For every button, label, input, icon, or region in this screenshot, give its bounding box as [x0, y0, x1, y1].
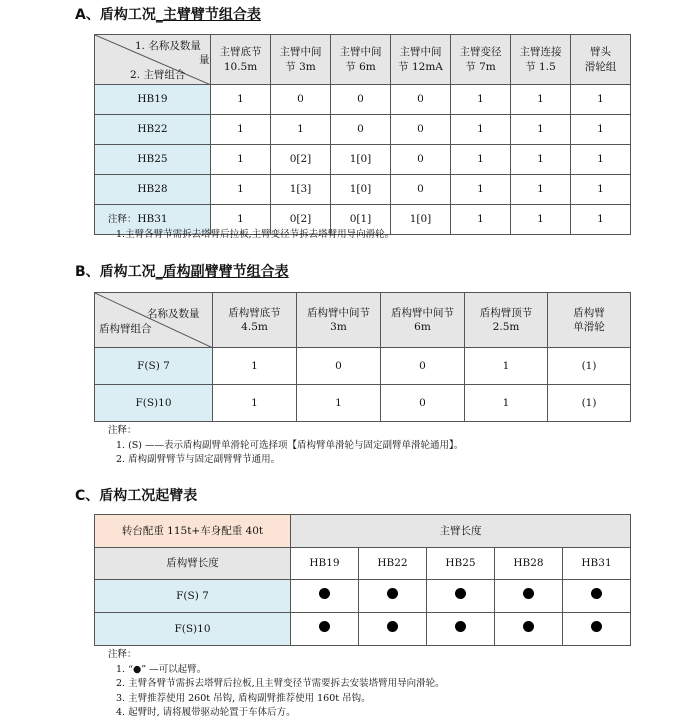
- table-cell: (1): [548, 348, 631, 385]
- corner-bottom-label: 盾构臂组合: [99, 323, 152, 335]
- table-cell: [291, 613, 359, 646]
- table-cell: 0: [381, 385, 465, 422]
- boom-combination-table: [94, 34, 631, 235]
- table-cell: 1: [211, 85, 271, 115]
- table-cell: 1: [451, 175, 511, 205]
- table-row: [95, 115, 631, 145]
- section-c-title: [75, 485, 197, 505]
- section-b-title: [75, 261, 289, 281]
- section-b-notes: [108, 424, 463, 468]
- table-cell: 1: [213, 348, 297, 385]
- table-cell: [495, 580, 563, 613]
- note-line: 2. 主臂各臂节需拆去塔臂后拉板,且主臂变径节需要拆去安装塔臂用导向滑轮。: [116, 678, 445, 689]
- table-row: [95, 85, 631, 115]
- row-header: HB25: [95, 145, 211, 175]
- table-cell: [495, 613, 563, 646]
- table-cell: 1: [511, 175, 571, 205]
- table-cell: 1: [571, 205, 631, 235]
- dot-icon: [387, 621, 398, 632]
- note-line: 注释：: [108, 425, 137, 436]
- table-cell: 1: [211, 115, 271, 145]
- header-cell: 主臂中间 节 12mA: [391, 35, 451, 85]
- section-b-title-text: _盾构副臂臂节组合表: [155, 264, 289, 280]
- column-header: HB22: [359, 548, 427, 580]
- header-cell: 主臂底节 10.5m: [211, 35, 271, 85]
- table-header-row: [95, 548, 631, 580]
- table-cell: 1: [465, 348, 548, 385]
- table-cell: [563, 580, 631, 613]
- dot-icon: [455, 621, 466, 632]
- table-cell: 0[2]: [271, 205, 331, 235]
- table-cell: 0[1]: [331, 205, 391, 235]
- table-cell: 1: [451, 115, 511, 145]
- table-cell: [563, 613, 631, 646]
- counterweight-config-cell: 转台配重 115t+车身配重 40t: [95, 515, 291, 548]
- section-c-title-text: 起臂表: [155, 488, 198, 504]
- corner-header-cell: [95, 35, 211, 85]
- note-line: 4. 起臂时, 请将履带驱动轮置于车体后方。: [116, 707, 296, 718]
- table-cell: 1: [511, 145, 571, 175]
- table-cell: 1: [511, 115, 571, 145]
- note-line: 1.主臂各臂节需拆去塔臂后拉板,主臂变径节拆去塔臂用导向滑轮。: [116, 228, 395, 240]
- section-a-title-text: _主臂臂节组合表: [155, 7, 261, 23]
- header-cell: 盾构臂中间节 3m: [297, 293, 381, 348]
- table-cell: 1: [451, 205, 511, 235]
- row-header: HB22: [95, 115, 211, 145]
- dot-icon: [523, 588, 534, 599]
- dot-icon: [455, 588, 466, 599]
- table-cell: [359, 613, 427, 646]
- table-row: [95, 385, 631, 422]
- header-cell: 主臂中间 节 3m: [271, 35, 331, 85]
- header-cell: 臂头 滑轮组: [571, 35, 631, 85]
- table-cell: 1: [571, 145, 631, 175]
- header-cell: 主臂中间 节 6m: [331, 35, 391, 85]
- table-cell: (1): [548, 385, 631, 422]
- section-a-notes: [108, 213, 394, 242]
- header-cell: 主臂连接 节 1.5: [511, 35, 571, 85]
- dot-icon: [387, 588, 398, 599]
- table-cell: 1: [511, 205, 571, 235]
- column-header: HB19: [291, 548, 359, 580]
- table-row: [95, 145, 631, 175]
- table-cell: 1: [465, 385, 548, 422]
- table-row: [95, 175, 631, 205]
- table-cell: 1[0]: [391, 205, 451, 235]
- table-cell: [291, 580, 359, 613]
- table-cell: 1: [211, 145, 271, 175]
- note-line: 3. 主臂推荐使用 260t 吊钩, 盾构副臂推荐使用 160t 吊钩。: [116, 692, 371, 704]
- table-cell: 0[2]: [271, 145, 331, 175]
- table-header-row: [95, 35, 631, 85]
- dot-icon: [319, 621, 330, 632]
- column-header: HB25: [427, 548, 495, 580]
- section-b-prefix: B、盾构工况: [75, 264, 156, 280]
- table-cell: 0: [271, 85, 331, 115]
- table-cell: 1: [271, 115, 331, 145]
- note-line: 注释：: [108, 214, 137, 225]
- row-header: F(S) 7: [95, 348, 213, 385]
- table-cell: 0: [331, 115, 391, 145]
- jib-combination-table: [94, 292, 631, 422]
- dot-icon: [319, 588, 330, 599]
- table-cell: 1: [211, 205, 271, 235]
- table-cell: 1: [213, 385, 297, 422]
- table-cell: 1: [571, 175, 631, 205]
- section-c-prefix: C、盾构工况: [75, 488, 156, 504]
- header-cell: 盾构臂中间节 6m: [381, 293, 465, 348]
- table-cell: [427, 580, 495, 613]
- row-header: HB31: [95, 205, 211, 235]
- table-row: [95, 580, 631, 613]
- corner-header-cell: [95, 293, 213, 348]
- corner-top-label: 1. 名称及数量: [135, 40, 201, 52]
- note-line: 注释：: [108, 649, 137, 660]
- section-a-title: [75, 4, 261, 24]
- header-cell: 盾构臂顶节 2.5m: [465, 293, 548, 348]
- table-cell: 0: [297, 348, 381, 385]
- jib-length-header: 盾构臂长度: [95, 548, 291, 580]
- table-cell: 1: [571, 85, 631, 115]
- row-header: F(S) 7: [95, 580, 291, 613]
- table-cell: 0: [391, 85, 451, 115]
- note-line: 1. (S) ——表示盾构副臂单滑轮可选择项【盾构臂单滑轮与固定副臂单滑轮通用】。: [116, 439, 464, 451]
- note-line: 2. 盾构副臂臂节与固定副臂臂节通用。: [116, 454, 281, 465]
- table-cell: 1: [511, 85, 571, 115]
- table-row: [95, 348, 631, 385]
- section-c-notes: [108, 648, 445, 721]
- table-row: [95, 613, 631, 646]
- row-header: F(S)10: [95, 385, 213, 422]
- table-cell: 0: [391, 175, 451, 205]
- section-a-prefix: A、盾构工况: [75, 7, 156, 23]
- table-cell: [359, 580, 427, 613]
- dot-icon: [591, 588, 602, 599]
- dot-icon: [591, 621, 602, 632]
- main-boom-length-header: 主臂长度: [291, 515, 631, 548]
- column-header: HB31: [563, 548, 631, 580]
- table-cell: 1: [571, 115, 631, 145]
- table-cell: 1[0]: [331, 175, 391, 205]
- column-header: HB28: [495, 548, 563, 580]
- table-cell: 1[0]: [331, 145, 391, 175]
- row-header: F(S)10: [95, 613, 291, 646]
- corner-top-label: 名称及数量: [147, 308, 200, 320]
- header-cell: 盾构臂底节 4.5m: [213, 293, 297, 348]
- table-cell: 1: [297, 385, 381, 422]
- table-header-row: [95, 515, 631, 548]
- header-cell: 盾构臂 单滑轮: [548, 293, 631, 348]
- corner-bottom-label: 2. 主臂组合: [130, 69, 186, 81]
- table-cell: 1[3]: [271, 175, 331, 205]
- dot-icon: [523, 621, 534, 632]
- row-header: HB19: [95, 85, 211, 115]
- boom-raising-table: [94, 514, 631, 646]
- table-cell: 1: [451, 85, 511, 115]
- table-cell: 1: [211, 175, 271, 205]
- header-cell: 主臂变径 节 7m: [451, 35, 511, 85]
- table-cell: 1: [451, 145, 511, 175]
- table-cell: 0: [381, 348, 465, 385]
- note-line: 1. “●” —可以起臂。: [116, 663, 207, 675]
- table-cell: [427, 613, 495, 646]
- table-cell: 0: [391, 115, 451, 145]
- row-header: HB28: [95, 175, 211, 205]
- corner-top-label-2: 量: [199, 54, 210, 66]
- table-cell: 0: [391, 145, 451, 175]
- table-header-row: [95, 293, 631, 348]
- table-cell: 0: [331, 85, 391, 115]
